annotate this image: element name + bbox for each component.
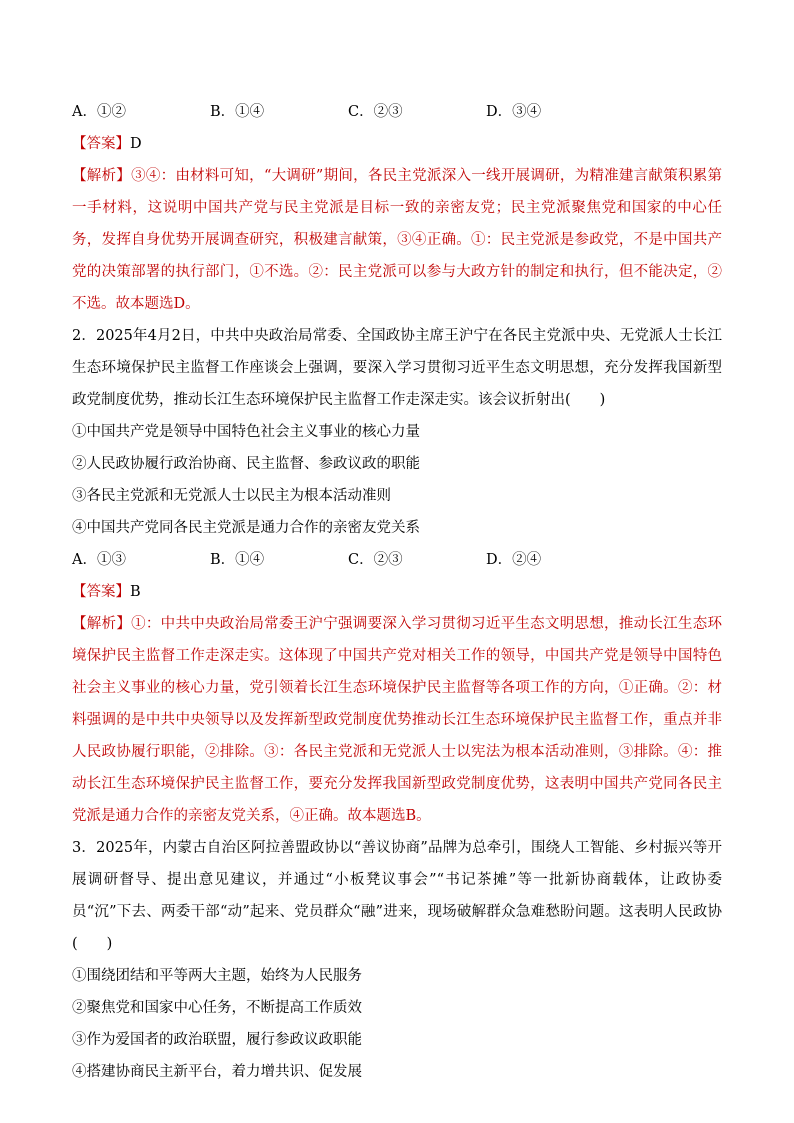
- q3-item-2: ②聚焦党和国家中心任务，不断提高工作质效: [72, 1000, 362, 1016]
- q1-answer: [72, 128, 722, 160]
- q1-answer-label: 【答案】: [72, 136, 130, 152]
- q2-option-b: B．①④: [210, 552, 265, 568]
- q1-option-d: D．③④: [486, 104, 542, 120]
- q1-option-b: B．①④: [210, 104, 265, 120]
- q1-answer-value: D: [130, 136, 142, 152]
- q2-options: [72, 544, 722, 576]
- q2-option-d: D．②④: [486, 552, 542, 568]
- q2-answer-label: 【答案】: [72, 584, 130, 600]
- q3-item-3: ③作为爱国者的政治联盟，履行参政议政职能: [72, 1032, 362, 1048]
- q2-item-1: ①中国共产党是领导中国特色社会主义事业的核心力量: [72, 424, 420, 440]
- document-page: [72, 96, 722, 1088]
- q3-item-4: ④搭建协商民主新平台，着力增共识、促发展: [72, 1064, 362, 1080]
- q1-option-c: C．②③: [348, 104, 403, 120]
- q2-answer-value: B: [130, 584, 141, 600]
- q2-analysis-text: ①：中共中央政治局常委王沪宁强调要深入学习贯彻习近平生态文明思想，推动长江生态环境保护民主监督工作走深走实。这体现了中国共产党对相关工作的领导，中国共产党是领导中国特色社会主义事业的核心力量，党引领着长江生态环境保护民主监督等各项工作的方向，①正确。②：材料强调的是中共中央领导以及发挥新型政党制度优势推动长江生态环境保护民主监督工作，重点并非人民政协履行职能，②排除。③：各民主党派和无党派人士以宪法为根本活动准则，③排除。④：推动长江生态环境保护民主监督工作，要充分发挥我国新型政党制度优势，这表明中国共产党同各民主党派是通力合作的亲密友党关系，④正确。故本题选B。: [72, 616, 723, 824]
- q2-analysis: [72, 608, 722, 832]
- q2-stem: 2．2025年4月2日，中共中央政治局常委、全国政协主席王沪宁在各民主党派中央、无党派人士长江生态环境保护民主监督工作座谈会上强调，要深入学习贯彻习近平生态文明思想，充分发挥我国新型政党制度优势，推动长江生态环境保护民主监督工作走深走实。该会议折射出( ): [72, 328, 722, 408]
- q1-option-a: A．①②: [72, 104, 126, 120]
- q2-analysis-label: 【解析】: [72, 616, 132, 632]
- q2-option-c: C．②③: [348, 552, 403, 568]
- q1-options: [72, 96, 722, 128]
- q3-item-1: ①围绕团结和平等两大主题，始终为人民服务: [72, 968, 362, 984]
- q2-answer: [72, 576, 722, 608]
- q1-analysis-label: 【解析】: [72, 168, 132, 184]
- q2-item-4: ④中国共产党同各民主党派是通力合作的亲密友党关系: [72, 520, 420, 536]
- q2-item-3: ③各民主党派和无党派人士以民主为根本活动准则: [72, 488, 391, 504]
- q1-analysis-text: ③④：由材料可知，“大调研”期间，各民主党派深入一线开展调研，为精准建言献策积累第一手材料，这说明中国共产党与民主党派是目标一致的亲密友党；民主党派聚焦党和国家的中心任务，发挥自身优势开展调查研究，积极建言献策，③④正确。①：民主党派是参政党，不是中国共产党的决策部署的执行部门，①不选。②：民主党派可以参与大政方针的制定和执行，但不能决定，②不选。故本题选D。: [72, 168, 722, 312]
- q3-stem: 3．2025年，内蒙古自治区阿拉善盟政协以“善议协商”品牌为总牵引，围绕人工智能、乡村振兴等开展调研督导、提出意见建议，并通过“小板凳议事会”“书记茶摊”等一批新协商载体，让政协委员“沉”下去、两委干部“动”起来、党员群众“融”进来，现场破解群众急难愁盼问题。这表明人民政协( ): [72, 840, 722, 952]
- q1-analysis: [72, 160, 722, 320]
- q2-item-2: ②人民政协履行政治协商、民主监督、参政议政的职能: [72, 456, 420, 472]
- q2-option-a: A．①③: [72, 552, 126, 568]
